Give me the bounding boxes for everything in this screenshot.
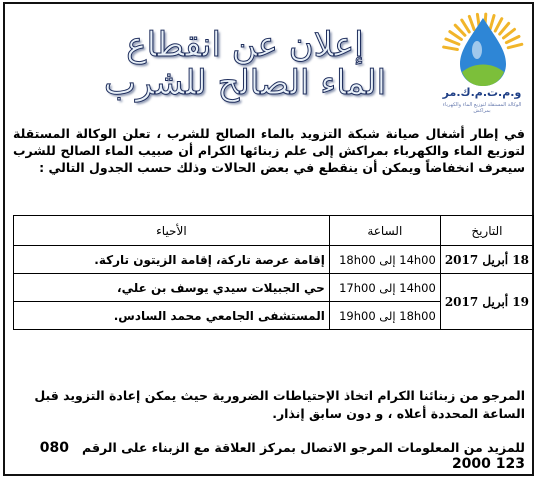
table-row <box>14 246 534 274</box>
sun-ray <box>455 25 465 35</box>
header-date: التاريخ <box>440 216 533 246</box>
areas-cell: المستشفى الجامعي محمد السادس. <box>14 302 330 330</box>
sun-ray <box>508 44 522 47</box>
sun-ray <box>506 36 519 42</box>
contact-line <box>13 440 525 472</box>
water-drop-icon <box>440 10 526 90</box>
sun-ray <box>462 20 469 32</box>
date-cell: 19 أبريل 2017 <box>440 274 533 330</box>
time-cell: 14h00 إلى 18h00 <box>329 246 440 274</box>
sun-ray <box>500 23 509 34</box>
notice-paragraph: المرجو من زبنائنا الكرام اتخاذ الإحتياطات الضرورية حيث يمكن إعادة التزويد قبل الساعة المحددة أعلاه ، و دون سابق إنذار. <box>34 388 525 421</box>
sun-ray <box>446 39 459 44</box>
sun-ray <box>495 19 502 31</box>
sun-ray <box>503 29 514 38</box>
table-header-row <box>14 216 534 246</box>
areas-cell: حي الجبيلات سيدي يوسف بن علي، <box>14 274 330 302</box>
logo-abbreviation: و.م.ت.م.ك.مر <box>442 86 522 99</box>
logo-tagline: الوكالة المستقلة لتوزيع الماء والكهرباء بمراكش <box>442 102 522 114</box>
announcement-page <box>3 2 534 476</box>
sun-ray <box>450 32 462 40</box>
announcement-title <box>100 26 390 102</box>
title-line-1: إعلان عن انقطاع <box>126 25 364 65</box>
intro-paragraph: في إطار أشغال صيانة شبكة التزويد بالماء الصالح للشرب ، تعلن الوكالة المستقلة لتوزيع الماء والكهرباء بمراكش إلى علم زبنائها الكرام أن صبيب الماء الصالح للشرب سيعرف انخفاضاً ويمكن أن ينقطع في بعض الحالات وذلك حسب الجدول التالي : <box>13 126 525 175</box>
title-line-2: الماء الصالح للشرب <box>103 63 387 103</box>
sun-ray <box>444 47 458 49</box>
time-cell: 14h00 إلى 17h00 <box>329 274 440 302</box>
sun-ray <box>490 16 494 29</box>
schedule-table <box>13 215 534 330</box>
contact-text: للمزيد من المعلومات المرجو الاتصال بمركز العلاقة مع الزبناء على الرقم <box>82 440 525 455</box>
time-cell: 18h00 إلى 19h00 <box>329 302 440 330</box>
table-row <box>14 274 534 302</box>
header-areas: الأحياء <box>14 216 330 246</box>
areas-cell: إقامة عرصة تاركة، إقامة الزيتون تاركة. <box>14 246 330 274</box>
sun-ray <box>469 16 474 29</box>
header-time: الساعة <box>329 216 440 246</box>
contact-phone: 080 2000 123 <box>39 440 525 472</box>
date-cell: 18 أبريل 2017 <box>440 246 533 274</box>
